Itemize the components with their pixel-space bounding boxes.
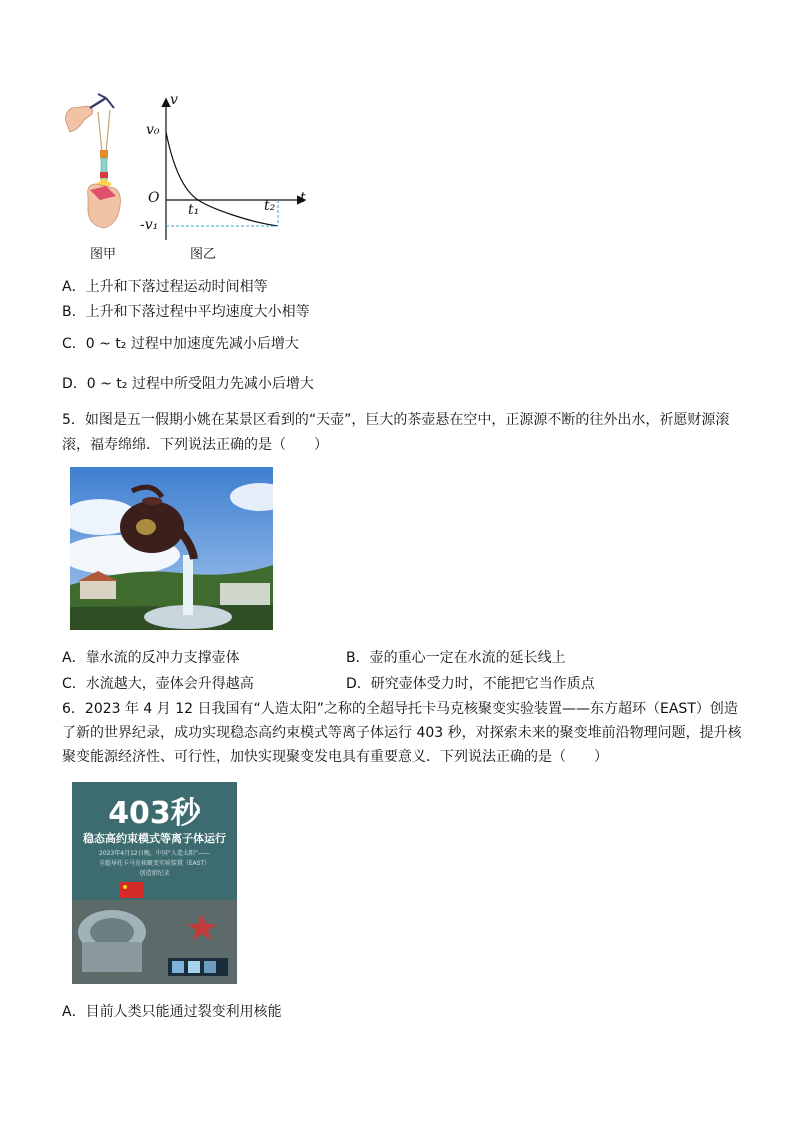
figure-yi-graph [138, 92, 314, 242]
q6-option-a: A．目前人类只能通过裂变利用核能 [62, 1004, 282, 1020]
q4-option-d [62, 374, 314, 394]
option-letter: D． [62, 376, 87, 392]
q5-option-a: A．靠水流的反冲力支撑壶体 [62, 650, 240, 666]
option-text: 0 ~ t₂ 过程中所受阻力先减小后增大 [86, 376, 314, 392]
poster-title: 403秒 [108, 796, 201, 831]
q5-option-c: C．水流越大，壶体会升得越高 [62, 676, 254, 692]
label-origin: O [148, 190, 160, 206]
caption-yi: 图乙 [190, 247, 217, 262]
label-t2: t₂ [264, 198, 276, 214]
slingshot-rocket-illustration [62, 92, 132, 240]
poster-small-3: 创造新纪录 [139, 870, 170, 877]
velocity-time-graph [138, 92, 314, 242]
q6-stem-line1: 6．2023 年 4 月 12 日我国有“人造太阳”之称的全超导托卡马克核聚变实验装置——东方超环（EAST）创造 [62, 701, 738, 717]
option-text: 0 ~ t₂ 过程中加速度先减小后增大 [85, 336, 299, 352]
figure-jia [62, 92, 132, 240]
velocity-curve [166, 132, 278, 226]
floating-teapot-image [70, 467, 273, 630]
option-letter: B． [62, 304, 86, 320]
caption-jia: 图甲 [90, 247, 117, 262]
poster-small-2: 全超导托卡马克核聚变实验装置（EAST） [98, 860, 211, 867]
label-t1: t₁ [188, 202, 200, 218]
poster-subtitle: 稳态高约束模式等离子体运行 [83, 832, 226, 845]
option-text: 上升和下落过程中平均速度大小相等 [85, 304, 310, 320]
q4-option-c [62, 334, 299, 354]
option-letter: C． [62, 336, 86, 352]
east-poster [72, 782, 237, 984]
teapot-photo [70, 467, 273, 630]
q4-option-b [62, 302, 310, 322]
q5-option-b: B．壶的重心一定在水流的延长线上 [346, 650, 566, 666]
option-text: 上升和下落过程运动时间相等 [85, 279, 268, 295]
q5-stem-line1: 5．如图是五一假期小姚在某景区看到的“天壶”，巨大的茶壶悬在空中，正源源不断的往外出水，祈愿财源滚 [62, 412, 730, 428]
q5-option-d: D．研究壶体受力时，不能把它当作质点 [346, 676, 595, 692]
poster-small-1: 2023年4月12日晚，中国“人造太阳”—— [99, 850, 210, 857]
q4-option-a [62, 277, 268, 297]
label-v0: v₀ [146, 122, 160, 138]
label-v: v [170, 92, 178, 108]
q6-stem-line2: 了新的世界纪录，成功实现稳态高约束模式等离子体运行 403 秒，对探索未来的聚变堆前沿物理问题，提升核 [62, 725, 742, 741]
label-neg-v1: -v₁ [140, 217, 159, 233]
option-letter: A． [62, 279, 86, 295]
label-t: t [300, 190, 306, 206]
q6-stem-line3: 聚变能源经济性、可行性，加快实现聚变发电具有重要意义．下列说法正确的是（ ） [62, 749, 608, 765]
q5-stem-line2: 滚，福寿绵绵．下列说法正确的是（ ） [62, 437, 328, 453]
